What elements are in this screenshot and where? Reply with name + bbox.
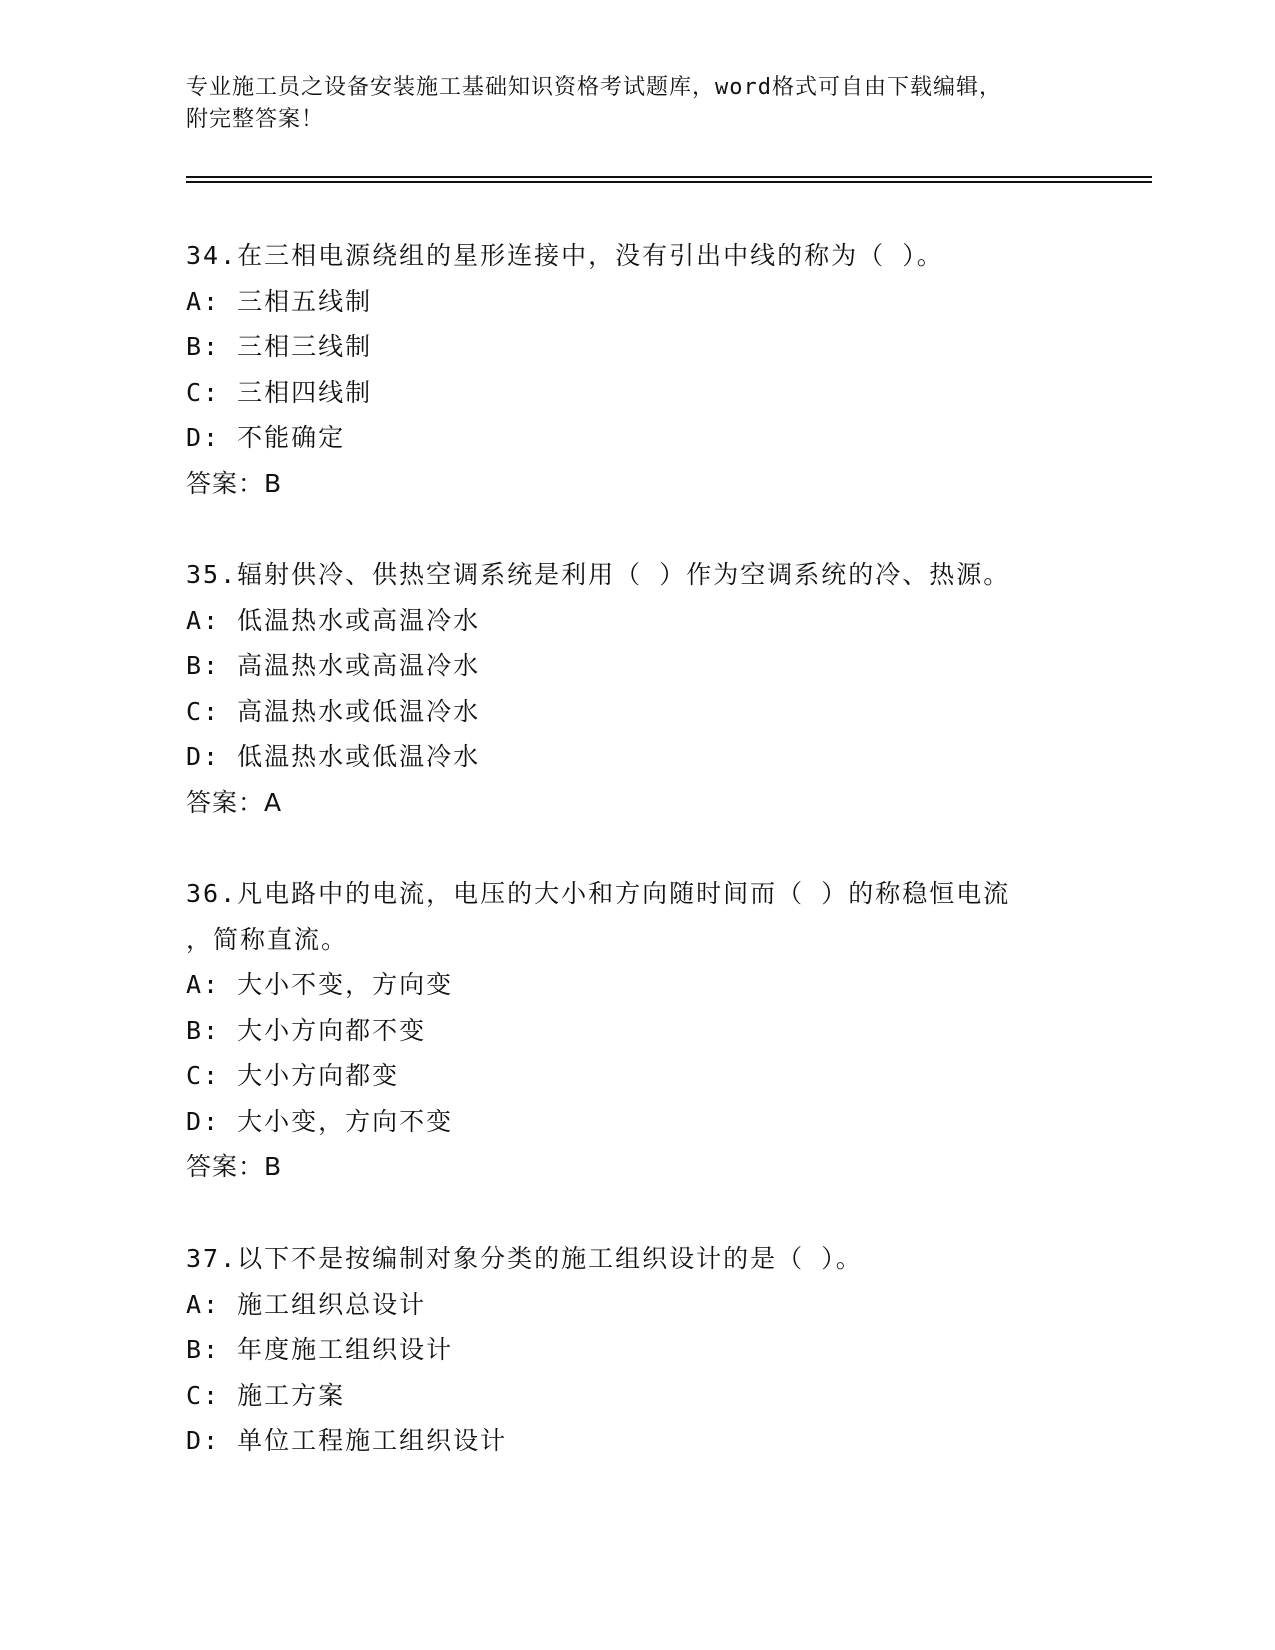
answer-line: 答案：B — [186, 1152, 283, 1181]
answer-line: 答案：B — [186, 468, 283, 498]
document-header — [186, 72, 1086, 136]
option-d: D: 低温热水或低温冷水 — [186, 742, 481, 771]
question-37 — [186, 1236, 1086, 1464]
question-stem: 34.在三相电源绕组的星形连接中，没有引出中线的称为（ ）。 — [186, 241, 944, 270]
header-divider-bottom — [186, 181, 1152, 183]
question-35 — [186, 552, 1086, 825]
option-b: B: 高温热水或高温冷水 — [186, 651, 481, 680]
option-a: A: 施工组织总设计 — [186, 1289, 427, 1319]
question-stem: 37.以下不是按编制对象分类的施工组织设计的是（ ）。 — [186, 1244, 863, 1273]
option-b: B: 年度施工组织设计 — [186, 1335, 454, 1364]
option-c: C: 大小方向都变 — [186, 1061, 400, 1090]
option-d: D: 大小变，方向不变 — [186, 1106, 454, 1136]
option-c: C: 三相四线制 — [186, 377, 373, 407]
header-divider-top — [186, 176, 1152, 178]
question-34 — [186, 233, 1086, 506]
question-36 — [186, 871, 1086, 1190]
option-c: C: 施工方案 — [186, 1380, 346, 1410]
option-a: A: 三相五线制 — [186, 286, 373, 316]
option-c: C: 高温热水或低温冷水 — [186, 696, 481, 726]
header-line-2: 附完整答案！ — [186, 107, 325, 132]
option-a: A: 大小不变，方向变 — [186, 970, 454, 999]
answer-line: 答案：A — [186, 787, 283, 817]
option-d: D: 单位工程施工组织设计 — [186, 1426, 508, 1455]
option-a: A: 低温热水或高温冷水 — [186, 605, 481, 635]
header-line-1: 专业施工员之设备安装施工基础知识资格考试题库，word格式可自由下载编辑， — [186, 75, 1002, 100]
question-stem: 36.凡电路中的电流，电压的大小和方向随时间而（ ）的称稳恒电流 — [186, 879, 1011, 908]
option-b: B: 大小方向都不变 — [186, 1015, 427, 1045]
option-b: B: 三相三线制 — [186, 332, 373, 361]
question-stem-continuation: ，简称直流。 — [186, 924, 349, 954]
option-d: D: 不能确定 — [186, 423, 346, 452]
question-stem: 35.辐射供冷、供热空调系统是利用（ ）作为空调系统的冷、热源。 — [186, 560, 1011, 589]
